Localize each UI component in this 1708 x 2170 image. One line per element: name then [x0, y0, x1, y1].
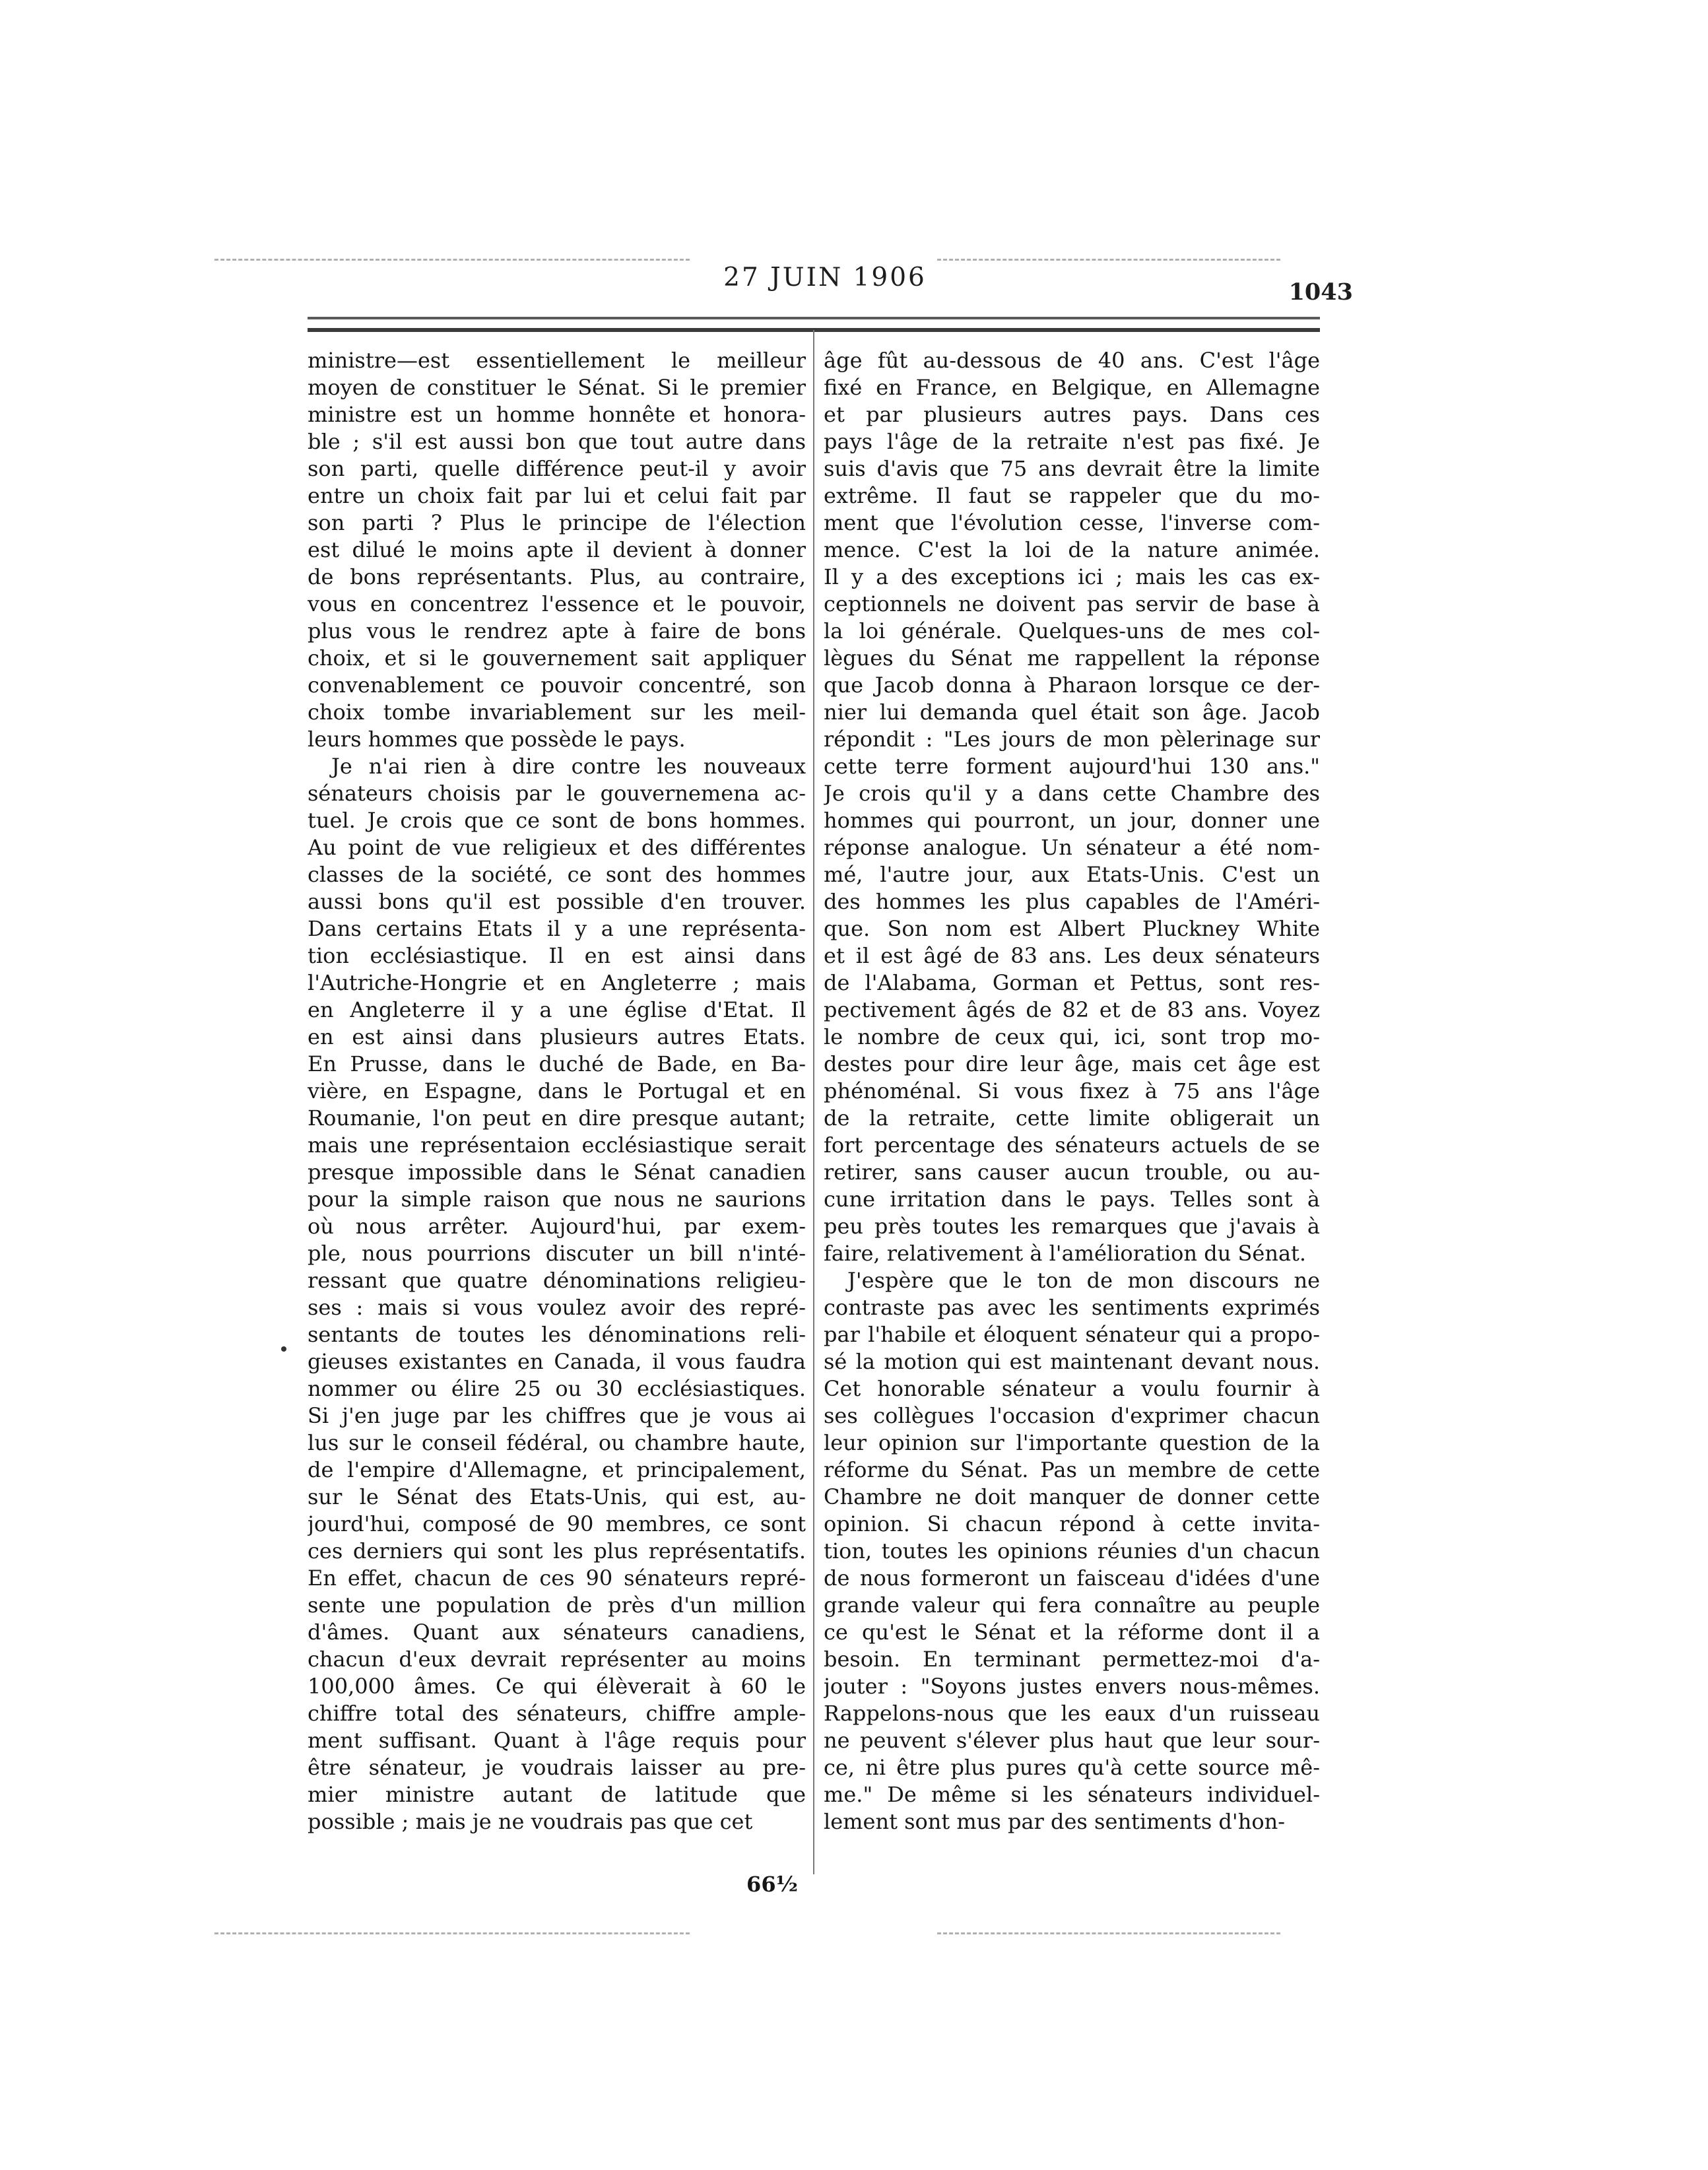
text-line: Chambre ne doit manquer de donner cette [824, 1484, 1320, 1509]
text-line: 100,000 âmes. Ce qui élèverait à 60 le [308, 1674, 806, 1699]
text-line: contraste pas avec les sentiments exprimés [824, 1295, 1320, 1320]
text-line: leur opinion sur l'importante question de la [824, 1430, 1320, 1455]
text-line: sénateurs choisis par le gouvernemena ac- [308, 781, 806, 806]
text-line: mais une représentaion ecclésiastique serait [308, 1133, 806, 1158]
text-line: lement sont mus par des sentiments d'hon- [824, 1809, 1285, 1834]
text-line: Je crois qu'il y a dans cette Chambre des [824, 781, 1320, 806]
text-line: la loi générale. Quelques-uns de mes col- [824, 618, 1320, 643]
text-line: vière, en Espagne, dans le Portugal et en [308, 1078, 806, 1103]
text-line: sentants de toutes les dénominations reli- [308, 1322, 806, 1347]
text-line: suis d'avis que 75 ans devrait être la limite [824, 456, 1320, 481]
text-line: choix tombe invariablement sur les meil- [308, 700, 806, 725]
text-line: choix, et si le gouvernement sait appliquer [308, 645, 806, 671]
top-dotted-rule-left [214, 259, 690, 261]
left-column [308, 347, 806, 1835]
text-line: répondit : "Les jours de mon pèlerinage sur [824, 727, 1320, 752]
text-line: et par plusieurs autres pays. Dans ces [824, 402, 1320, 427]
text-line: phénoménal. Si vous fixez à 75 ans l'âge [824, 1078, 1320, 1103]
text-line: nier lui demanda quel était son âge. Jacob [824, 700, 1320, 725]
text-line: Rappelons-nous que les eaux d'un ruisseau [824, 1701, 1320, 1726]
text-line: où nous arrêter. Aujourd'hui, par exem- [308, 1214, 806, 1239]
text-line: Dans certains Etats il y a une représenta- [308, 916, 806, 941]
text-line: réponse analogue. Un sénateur a été nom- [824, 835, 1320, 860]
text-line: ment que l'évolution cesse, l'inverse com- [824, 510, 1320, 535]
text-line: ble ; s'il est aussi bon que tout autre dans [308, 429, 806, 454]
text-line: Au point de vue religieux et des différentes [308, 835, 806, 860]
text-line: ment suffisant. Quant à l'âge requis pour [308, 1728, 806, 1753]
text-line: l'Autriche-Hongrie et en Angleterre ; mais [308, 970, 806, 995]
text-line: réforme du Sénat. Pas un membre de cette [824, 1457, 1320, 1482]
text-line: chacun d'eux devrait représenter au moins [308, 1647, 806, 1672]
text-line: vous en concentrez l'essence et le pouvoir, [308, 591, 806, 616]
text-line: de la retraite, cette limite obligerait un [824, 1105, 1320, 1131]
text-line: jouter : "Soyons justes envers nous-mêmes. [824, 1674, 1320, 1699]
text-line: mier ministre autant de latitude que [308, 1782, 806, 1807]
text-line: possible ; mais je ne voudrais pas que cet [308, 1809, 753, 1834]
text-line: entre un choix fait par lui et celui fait par [308, 483, 806, 508]
text-line: ne peuvent s'élever plus haut que leur sour- [824, 1728, 1320, 1753]
bottom-dotted-rule-right [937, 1932, 1280, 1934]
text-line: moyen de constituer le Sénat. Si le premier [308, 375, 806, 400]
text-line: tion ecclésiastique. Il en est ainsi dans [308, 943, 806, 968]
text-line: Roumanie, l'on peut en dire presque autant; [308, 1105, 806, 1131]
text-line: ministre est un homme honnête et honora- [308, 402, 806, 427]
margin-mark [281, 1346, 286, 1352]
text-line: Je n'ai rien à dire contre les nouveaux [331, 754, 806, 779]
text-line: faire, relativement à l'amélioration du Sénat. [824, 1241, 1307, 1266]
page-date: 27 JUIN 1906 [723, 263, 927, 292]
text-line: besoin. En terminant permettez-moi d'a- [824, 1647, 1320, 1672]
text-line: son parti ? Plus le principe de l'élection [308, 510, 806, 535]
text-line: tion, toutes les opinions réunies d'un chacun [824, 1538, 1320, 1563]
text-line: en Angleterre il y a une église d'Etat. Il [308, 997, 806, 1022]
text-line: ce, ni être plus pures qu'à cette source mê- [824, 1755, 1320, 1780]
text-line: jourd'hui, composé de 90 membres, ce sont [308, 1511, 806, 1536]
text-line: ses collègues l'occasion d'exprimer chacun [824, 1403, 1320, 1428]
text-line: En Prusse, dans le duché de Bade, en Ba- [308, 1051, 806, 1076]
text-line: le nombre de ceux qui, ici, sont trop mo- [824, 1024, 1320, 1049]
text-line: de l'Alabama, Gorman et Pettus, sont res- [824, 970, 1320, 995]
text-line: de l'empire d'Allemagne, et principalement, [308, 1457, 806, 1482]
text-line: son parti, quelle différence peut-il y avoir [308, 456, 806, 481]
text-line: d'âmes. Quant aux sénateurs canadiens, [308, 1620, 806, 1645]
text-line: grande valeur qui fera connaître au peuple [824, 1593, 1320, 1618]
text-line: sé la motion qui est maintenant devant nous. [824, 1349, 1320, 1374]
text-line: destes pour dire leur âge, mais cet âge est [824, 1051, 1320, 1076]
text-line: aussi bons qu'il est possible d'en trouver. [308, 889, 806, 914]
text-line: leurs hommes que possède le pays. [308, 727, 686, 752]
right-column [824, 347, 1320, 1835]
text-line: extrême. Il faut se rappeler que du mo- [824, 483, 1320, 508]
text-line: convenablement ce pouvoir concentré, son [308, 673, 806, 698]
text-line: par l'habile et éloquent sénateur qui a propo- [824, 1322, 1320, 1347]
text-line: Si j'en juge par les chiffres que je vous ai [308, 1403, 806, 1428]
text-line: ses : mais si vous voulez avoir des repré- [308, 1295, 806, 1320]
text-line: classes de la société, ce sont des hommes [308, 862, 806, 887]
text-line: sente une population de près d'un million [308, 1593, 806, 1618]
text-line: des hommes les plus capables de l'Améri- [824, 889, 1320, 914]
text-line: être sénateur, je voudrais laisser au pre- [308, 1755, 806, 1780]
page-number: 1043 [1288, 279, 1353, 306]
text-line: que. Son nom est Albert Pluckney White [824, 916, 1320, 941]
text-line: tuel. Je crois que ce sont de bons hommes. [308, 808, 806, 833]
text-line: nommer ou élire 25 ou 30 ecclésiastiques. [308, 1376, 806, 1401]
text-line: En effet, chacun de ces 90 sénateurs repré- [308, 1565, 806, 1591]
text-line: presque impossible dans le Sénat canadien [308, 1160, 806, 1185]
text-line: opinion. Si chacun répond à cette invita- [824, 1511, 1320, 1536]
text-line: ple, nous pourrions discuter un bill n'inté- [308, 1241, 806, 1266]
text-line: que Jacob donna à Pharaon lorsque ce der- [824, 673, 1320, 698]
text-line: est dilué le moins apte il devient à donner [308, 537, 806, 562]
text-line: ce qu'est le Sénat et la réforme dont il a [824, 1620, 1320, 1645]
text-line: gieuses existantes en Canada, il vous faudra [308, 1349, 806, 1374]
column-separator [813, 330, 814, 1874]
text-line: Cet honorable sénateur a voulu fournir à [824, 1376, 1320, 1401]
text-line: chiffre total des sénateurs, chiffre ample- [308, 1701, 806, 1726]
text-line: cune irritation dans le pays. Telles sont à [824, 1187, 1320, 1212]
text-line: ministre—est essentiellement le meilleur [308, 348, 806, 373]
header-rule-top [308, 317, 1320, 319]
text-line: plus vous le rendrez apte à faire de bons [308, 618, 806, 643]
text-line: lègues du Sénat me rappellent la réponse [824, 645, 1320, 671]
text-line: hommes qui pourront, un jour, donner une [824, 808, 1320, 833]
text-line: sur le Sénat des Etats-Unis, qui est, au- [308, 1484, 806, 1509]
text-line: lus sur le conseil fédéral, ou chambre haute, [308, 1430, 806, 1455]
text-line: en est ainsi dans plusieurs autres Etats. [308, 1024, 806, 1049]
text-line: mé, l'autre jour, aux Etats-Unis. C'est un [824, 862, 1320, 887]
text-line: me." De même si les sénateurs individuel- [824, 1782, 1320, 1807]
text-line: retirer, sans causer aucun trouble, ou au- [824, 1160, 1320, 1185]
bottom-dotted-rule-left [214, 1932, 690, 1934]
text-line: de bons représentants. Plus, au contraire, [308, 564, 806, 589]
text-line: fort percentage des sénateurs actuels de se [824, 1133, 1320, 1158]
text-line: peu près toutes les remarques que j'avais à [824, 1214, 1320, 1239]
signature-mark: 66½ [746, 1872, 798, 1897]
text-line: ces derniers qui sont les plus représentatifs. [308, 1538, 806, 1563]
text-line: Il y a des exceptions ici ; mais les cas ex- [824, 564, 1320, 589]
text-line: mence. C'est la loi de la nature animée. [824, 537, 1320, 562]
text-line: ressant que quatre dénominations religieu- [308, 1268, 806, 1293]
text-line: âge fût au-dessous de 40 ans. C'est l'âge [824, 348, 1320, 373]
top-dotted-rule-right [937, 259, 1280, 261]
text-line: cette terre forment aujourd'hui 130 ans." [824, 754, 1320, 779]
text-line: fixé en France, en Belgique, en Allemagne [824, 375, 1320, 400]
text-line: pays l'âge de la retraite n'est pas fixé. Je [824, 429, 1320, 454]
text-line: pectivement âgés de 82 et de 83 ans. Voyez [824, 997, 1320, 1022]
text-line: ceptionnels ne doivent pas servir de base à [824, 591, 1320, 616]
text-line: de nous formeront un faisceau d'idées d'une [824, 1565, 1320, 1591]
text-line: et il est âgé de 83 ans. Les deux sénateurs [824, 943, 1320, 968]
text-line: J'espère que le ton de mon discours ne [847, 1268, 1320, 1293]
text-line: pour la simple raison que nous ne saurions [308, 1187, 806, 1212]
